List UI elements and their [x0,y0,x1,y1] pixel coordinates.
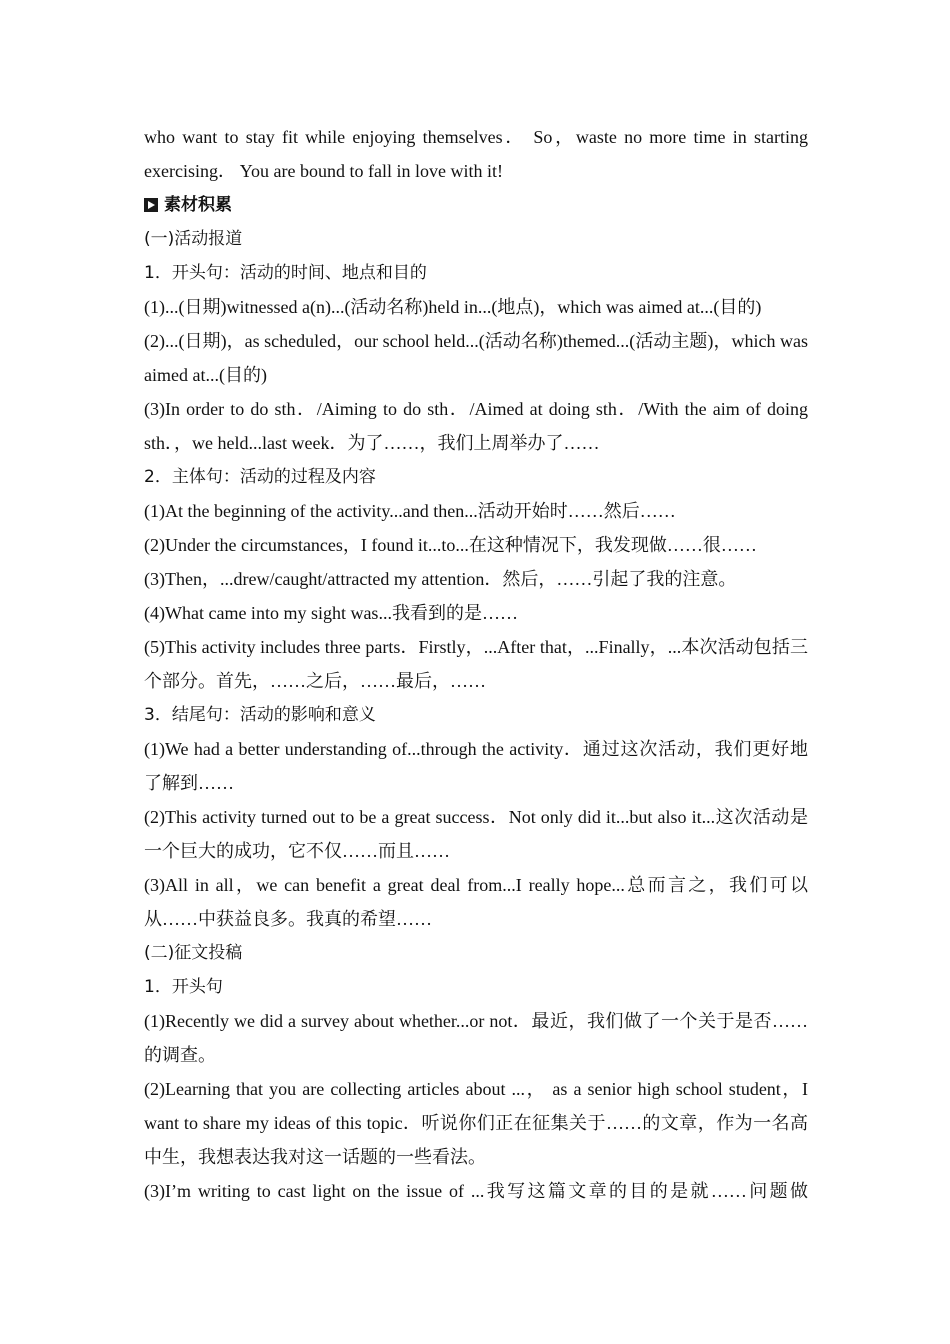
list-item: (3)I’m writing to cast light on the issue of ...我写这篇文章的目的是就……问题做 [144,1181,808,1201]
list-item: (5)This activity includes three parts．Firstly，...After that，...Finally，...本次活动包括三个部分。首先，……之后，……最后，…… [144,637,808,691]
part1-title: (一)活动报道 [144,229,243,249]
part1-sub2-heading: 2．主体句：活动的过程及内容 [144,467,376,487]
play-triangle-icon [144,198,158,212]
section-label-text: 素材积累 [164,195,232,215]
list-item: (4)What came into my sight was...我看到的是…… [144,603,518,623]
intro-line-1: who want to stay fit while enjoying themselves． So，waste no more time in starting [144,127,808,147]
list-item: (1)At the beginning of the activity...and then...活动开始时……然后…… [144,501,676,521]
part2-sub1-heading: 1．开头句 [144,977,223,997]
list-item: (1)We had a better understanding of...through the activity．通过这次活动，我们更好地了解到…… [144,739,808,793]
part2-title: (二)征文投稿 [144,943,243,963]
list-item: (1)Recently we did a survey about whether...or not．最近，我们做了一个关于是否……的调查。 [144,1011,808,1065]
part1-sub3-heading: 3．结尾句：活动的影响和意义 [144,705,376,725]
list-item: (1)...(日期)witnessed a(n)...(活动名称)held in...(地点)，which was aimed at...(目的) [144,297,762,317]
list-item: (2)...(日期)，as scheduled，our school held...(活动名称)themed...(活动主题)，which was aimed at...(目的) [144,331,808,385]
list-item: (3)Then，...drew/caught/attracted my attention．然后，……引起了我的注意。 [144,569,737,589]
list-item: (2)Under the circumstances，I found it...to...在这种情况下，我发现做……很…… [144,535,757,555]
list-item: (2)This activity turned out to be a great success．Not only did it...but also it...这次活动是一个巨大的成功，它不仅……而且…… [144,807,808,861]
intro-line-2: exercising． You are bound to fall in love with it! [144,161,503,181]
list-item: (3)In order to do sth．/Aiming to do sth．/Aimed at doing sth．/With the aim of doing sth．，we held...last week．为了……，我们上周举办了…… [144,399,808,453]
part1-sub1-heading: 1．开头句：活动的时间、地点和目的 [144,263,427,283]
document-page [144,120,808,1208]
section-label [144,188,808,222]
list-item: (3)All in all，we can benefit a great deal from...I really hope...总而言之，我们可以从……中获益良多。我真的希望…… [144,875,808,929]
list-item: (2)Learning that you are collecting articles about ...， as a senior high school student，I want to share my ideas of this topic．听说你们正在征集关于……的文章，作为一名高中生，我想表达我对这一话题的一些看法。 [144,1079,808,1167]
